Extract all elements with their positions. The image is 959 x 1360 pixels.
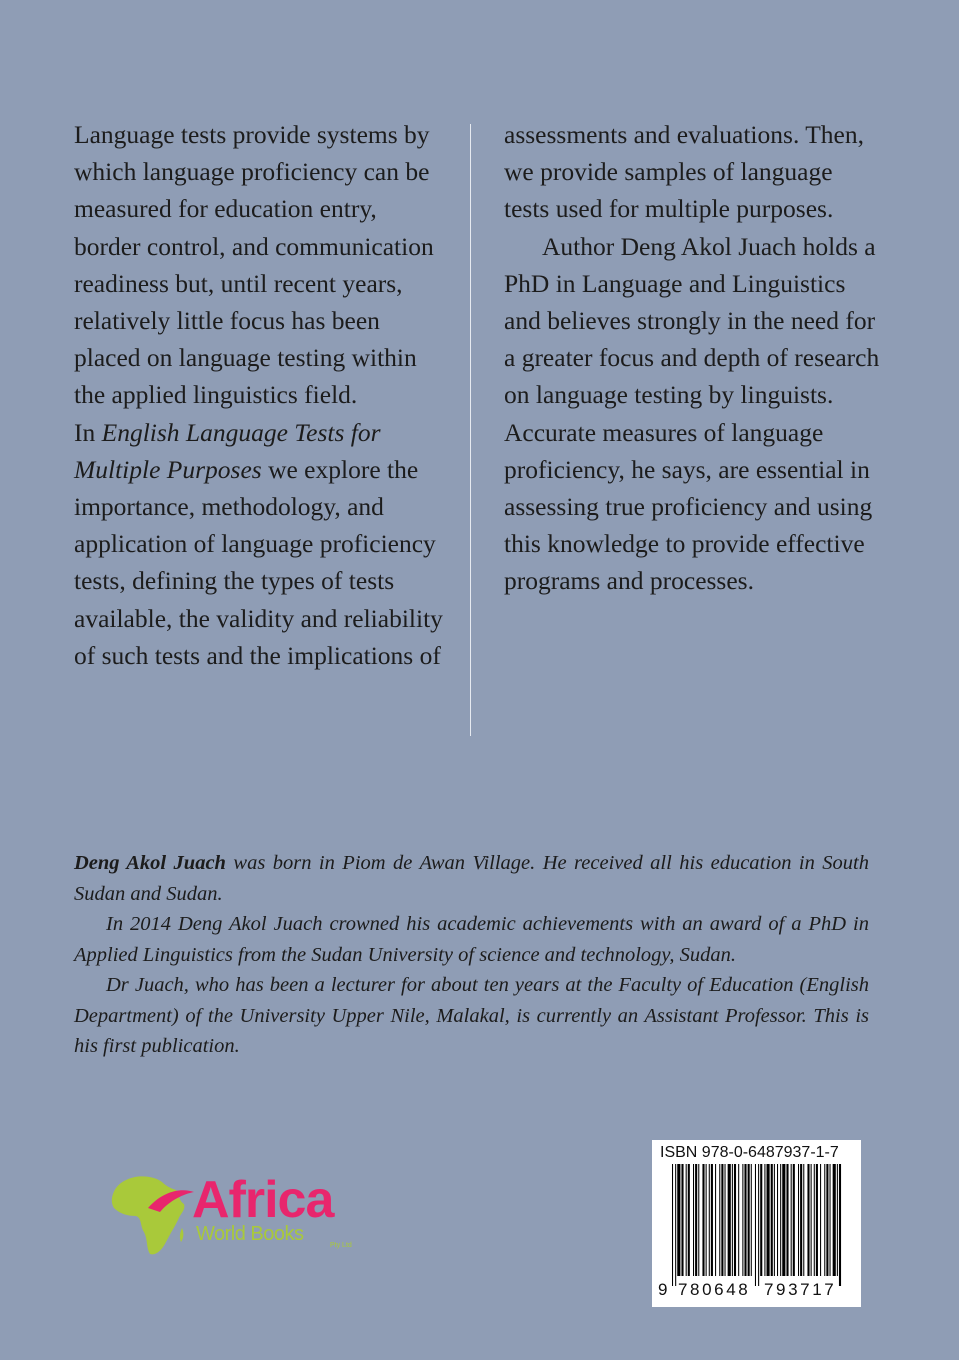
barcode-bar [744,1164,746,1276]
bio-paragraph-2: In 2014 Deng Akol Juach crowned his academic achievements with an award of a PhD in Applied Linguistics from the Sudan University of science and technology, Sudan. [74,913,869,966]
barcode-bar [751,1164,752,1276]
bio-line1-rest: was born in Piom de Awan Village. He received all his education in South Sudan and Sudan. [74,852,869,905]
barcode-bar [706,1164,707,1276]
barcode-bar [728,1164,731,1276]
barcode-bar [677,1164,680,1276]
book-title: English Language Tests for Multiple Purposes [74,417,381,484]
barcode-digits-left: 780648 [678,1280,751,1299]
bio-paragraph-1 [74,848,869,909]
barcode-bar [702,1164,704,1276]
book-description-paragraph [74,414,444,674]
barcode-bar [738,1164,739,1276]
barcode-bar [800,1164,802,1276]
barcode-bar [803,1164,804,1276]
barcode-bar [798,1164,799,1276]
intro-paragraph: Language tests provide systems by which language proficiency can be measured for education entry, border control, and communication readiness but, until recent years, relatively little focus has been placed on language testing within the applied linguistics field. [74,120,434,410]
barcode-bar [681,1164,683,1276]
bio-author-name: Deng Akol Juach [74,852,226,874]
barcode-bar [715,1164,716,1276]
barcode-bar [820,1164,821,1276]
barcode-bar [830,1164,831,1276]
barcode-bar [732,1164,733,1276]
barcode-bar [719,1164,720,1276]
description-prefix: In [74,417,102,447]
barcode-bar [711,1164,713,1276]
publisher-suffix: Pty Ltd [330,1242,352,1249]
publisher-name: Africa [192,1171,334,1229]
barcode-bar [755,1164,756,1286]
continuation-paragraph: assessments and evaluations. Then, we provide samples of language tests used for multiple purposes. [504,120,865,224]
barcode-bar [786,1164,788,1276]
barcode-bar [811,1164,812,1276]
barcode-bar [698,1164,699,1276]
column-divider [470,124,471,736]
author-bio [74,848,869,1062]
barcode-bar [760,1164,762,1276]
barcode-bar [764,1164,765,1276]
right-text-column [504,116,884,600]
barcode-bar [814,1164,815,1276]
barcode-bar [742,1164,743,1276]
barcode-bar [816,1164,818,1276]
barcode-bar [725,1164,726,1276]
barcode-bar [839,1164,841,1286]
barcode-bar [780,1164,781,1276]
barcode-bar [675,1164,676,1286]
barcode-bar [807,1164,809,1276]
isbn-label: ISBN 978-0-6487937-1-7 [660,1144,839,1161]
barcode-bar [774,1164,775,1276]
barcode-bar [734,1164,736,1276]
barcode-bars [652,1164,861,1294]
barcode-bar [777,1164,778,1276]
barcode-bar [686,1164,687,1276]
barcode-bar [833,1164,836,1276]
africa-map-icon [104,1168,199,1263]
barcode-bar [693,1164,694,1276]
barcode-bar [688,1164,690,1276]
barcode-bar [837,1164,838,1276]
barcode-digit-first: 9 [658,1280,668,1299]
publisher-subname: World Books [196,1223,304,1245]
author-paragraph: Author Deng Akol Juach holds a PhD in Language and Linguistics and believes strongly in the need for a greater focus and depth of research on language testing by linguists. Accurate measures of language proficiency, he says, are essential in assessing true proficiency and using this knowledge to provide effective programs and processes. [504,231,880,596]
bio-paragraph-3: Dr Juach, who has been a lecturer for about ten years at the Faculty of Education (English Department) of the University Upper Nile, Malakal, is currently an Assistant Professor. This is his first publication. [74,974,869,1057]
barcode-bar [793,1164,795,1276]
description-rest: we explore the importance, methodology, and application of language proficiency tests, defining the types of tests available, the validity and reliability of such tests and the implications of [74,454,443,670]
publisher-logo [104,1168,364,1268]
isbn-barcode [652,1140,861,1307]
barcode-digits-right: 793717 [764,1280,837,1299]
barcode-bar [824,1164,825,1276]
barcode-bar [826,1164,828,1276]
left-text-column [74,116,444,674]
barcode-bar [721,1164,723,1276]
barcode-bar [767,1164,770,1276]
barcode-bar [748,1164,750,1276]
barcode-bar [782,1164,785,1276]
barcode-bar [695,1164,697,1276]
barcode-bar [771,1164,773,1276]
barcode-bar [672,1164,673,1286]
barcode-bar [791,1164,792,1276]
barcode-bar [758,1164,759,1286]
barcode-bar [709,1164,710,1276]
